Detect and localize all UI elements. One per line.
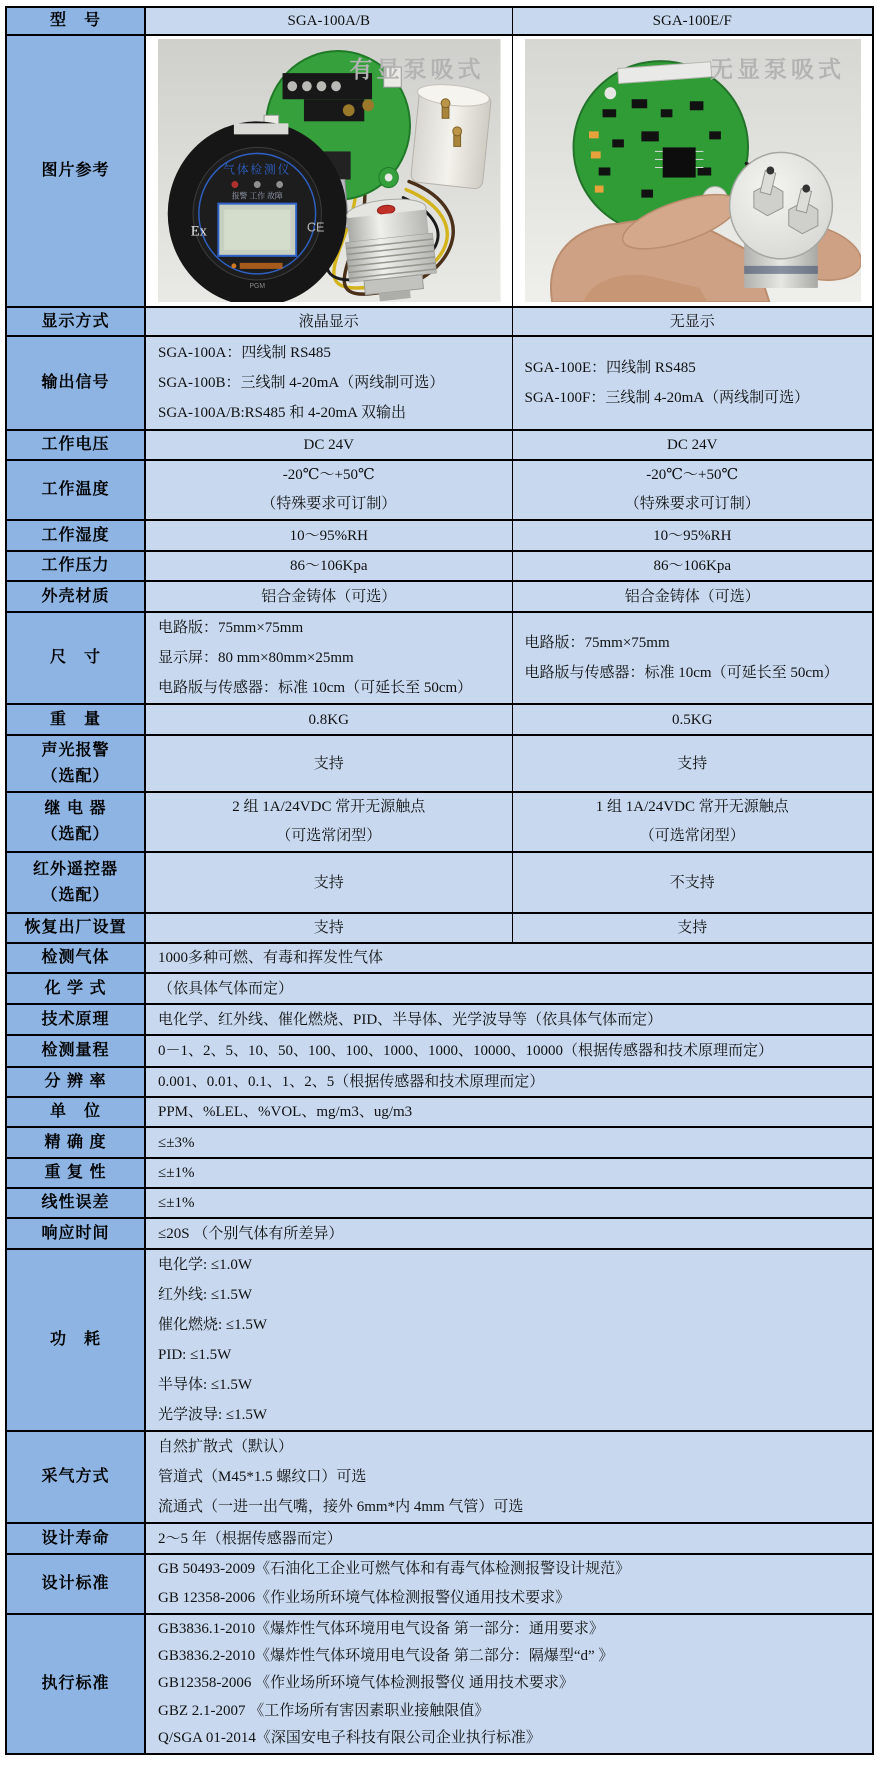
accuracy-value: ≤±3% (145, 1127, 873, 1158)
row-temperature (6, 460, 873, 520)
remote-label-line: 红外遥控器 (32, 860, 118, 878)
output-row-label: 输出信号 (6, 336, 145, 430)
output-ef-line: SGA-100F：三线制 4-20mA（两线制可选） (524, 390, 810, 406)
resolution-row-label: 分 辨 率 (6, 1067, 145, 1097)
sampling-value (145, 1431, 873, 1523)
display-ab: 液晶显示 (145, 307, 512, 336)
relay-label-line: （选配） (41, 826, 110, 843)
row-weight (6, 704, 873, 735)
principle-row-label: 技术原理 (6, 1004, 145, 1035)
remote-label-line: （选配） (41, 886, 110, 904)
row-display (6, 307, 873, 336)
principle-value: 电化学、红外线、催化燃烧、PID、半导体、光学波导等（依具体气体而定） (145, 1004, 873, 1035)
exec-standard-line: GBZ 2.1-2007 《工作场所有害因素职业接触限值》 (158, 1702, 490, 1719)
weight-row-label: 重 量 (6, 704, 145, 735)
alarm-ab: 支持 (145, 735, 512, 792)
exec-standards-row-label: 执行标准 (6, 1614, 145, 1754)
power-line: 半导体: ≤1.5W (158, 1377, 253, 1393)
range-row-label: 检测量程 (6, 1035, 145, 1067)
lifespan-row-label: 设计寿命 (6, 1523, 145, 1554)
display-row-label: 显示方式 (6, 307, 145, 336)
alarm-ef: 支持 (512, 735, 873, 792)
temperature-row-label: 工作温度 (6, 460, 145, 520)
sampling-row-label: 采气方式 (6, 1431, 145, 1523)
linearity-row-label: 线性误差 (6, 1188, 145, 1218)
voltage-row-label: 工作电压 (6, 430, 145, 460)
factory-reset-ef: 支持 (512, 913, 873, 943)
row-exec-standards (6, 1614, 873, 1754)
row-relay (6, 792, 873, 852)
relay-ab-line: （可选常闭型） (276, 828, 382, 844)
row-resolution (6, 1067, 873, 1097)
temperature-ab (145, 460, 512, 520)
display-gauge (168, 121, 347, 302)
display-ef: 无显示 (512, 307, 873, 336)
humidity-ef: 10～95%RH (512, 520, 873, 551)
row-model (6, 7, 873, 35)
sensor-cylinder (729, 152, 832, 288)
output-ab-line: SGA-100A/B:RS485 和 4-20mA 双输出 (158, 405, 406, 421)
temperature-ef-line: （特殊要求可订制） (624, 496, 760, 512)
voltage-ef: DC 24V (512, 430, 873, 460)
design-standard-line: GB 50493-2009《石油化工企业可燃气体和有毒气体检测报警设计规范》 (158, 1561, 631, 1577)
resolution-value: 0.001、0.01、0.1、1、2、5（根据传感器和技术原理而定） (145, 1067, 873, 1097)
relay-ab-line: 2 组 1A/24VDC 常开无源触点 (232, 799, 426, 815)
output-ab-line: SGA-100B：三线制 4-20mA（两线制可选） (158, 375, 445, 391)
dimensions-ab-line: 电路版：75mm×75mm (158, 620, 304, 636)
humidity-ab: 10～95%RH (145, 520, 512, 551)
sampling-line: 流通式（一进一出气嘴，接外 6mm*内 4mm 气管）可选 (158, 1499, 524, 1515)
relay-ef-line: 1 组 1A/24VDC 常开无源触点 (595, 799, 789, 815)
row-voltage (6, 430, 873, 460)
remote-ab: 支持 (145, 852, 512, 913)
row-pressure (6, 551, 873, 581)
relay-row-label (6, 792, 145, 852)
exec-standard-line: GB3836.1-2010《爆炸性气体环境用电气设备 第一部分：通用要求》 (158, 1620, 604, 1637)
sampling-line: 自然扩散式（默认） (158, 1439, 294, 1455)
row-response (6, 1218, 873, 1249)
exec-standard-line: GB3836.2-2010《爆炸性气体环境用电气设备 第二部分：隔爆型“d” 》 (158, 1648, 614, 1665)
range-value: 0－1、2、5、10、50、100、100、1000、1000、10000、10000（根据传感器和技术原理而定） (145, 1035, 873, 1067)
pressure-ab: 86～106Kpa (145, 551, 512, 581)
factory-reset-row-label: 恢复出厂设置 (6, 913, 145, 943)
power-line: 光学波导: ≤1.5W (158, 1407, 268, 1423)
device-led-labels: 报警 工作 故障 (231, 191, 283, 201)
alarm-row-label (6, 735, 145, 792)
product-photo-cell-ef (512, 35, 873, 307)
row-sampling (6, 1431, 873, 1523)
output-ab-line: SGA-100A：四线制 RS485 (158, 345, 331, 361)
housing-row-label: 外壳材质 (6, 581, 145, 612)
temperature-ab-line: （特殊要求可订制） (261, 496, 397, 512)
power-value (145, 1249, 873, 1431)
row-unit (6, 1097, 873, 1127)
sampling-line: 管道式（M45*1.5 螺纹口）可选 (158, 1469, 367, 1485)
power-line: 催化燃烧: ≤1.5W (158, 1317, 268, 1333)
weight-ab: 0.8KG (145, 704, 512, 735)
humidity-row-label: 工作湿度 (6, 520, 145, 551)
relay-ef-line: （可选常闭型） (639, 828, 745, 844)
spec-table (5, 6, 874, 1755)
dimensions-ab-line: 电路版与传感器：标准 10cm（可延长至 50cm） (158, 680, 473, 696)
power-line: PID: ≤1.5W (158, 1347, 232, 1363)
row-factory-reset (6, 913, 873, 943)
dimensions-row-label: 尺 寸 (6, 612, 145, 704)
repeatability-row-label: 重 复 性 (6, 1158, 145, 1188)
dimensions-ef (512, 612, 873, 704)
watermark-ab: 有显泵吸式 (349, 56, 485, 82)
relay-ef (512, 792, 873, 852)
power-line: 红外线: ≤1.5W (158, 1287, 253, 1303)
housing-ef: 铝合金铸体（可选） (512, 581, 873, 612)
row-formula (6, 973, 873, 1004)
output-ef (512, 336, 873, 430)
accuracy-row-label: 精 确 度 (6, 1127, 145, 1158)
exec-standards-value (145, 1614, 873, 1754)
repeatability-value: ≤±1% (145, 1158, 873, 1188)
row-power (6, 1249, 873, 1431)
temperature-ab-line: -20℃～+50℃ (282, 467, 375, 483)
remote-row-label (6, 852, 145, 913)
dimensions-ef-line: 电路版与传感器：标准 10cm（可延长至 50cm） (524, 665, 839, 681)
temperature-ef-line: -20℃～+50℃ (646, 467, 739, 483)
row-principle (6, 1004, 873, 1035)
row-output-signal (6, 336, 873, 430)
dimensions-ab-line: 显示屏：80 mm×80mm×25mm (158, 650, 354, 666)
product-photo-ab (158, 39, 501, 302)
exec-standard-line: GB12358-2006 《作业场所环境气体检测报警仪 通用技术要求》 (158, 1675, 574, 1692)
linearity-value: ≤±1% (145, 1188, 873, 1218)
gases-row-label: 检测气体 (6, 943, 145, 973)
row-housing (6, 581, 873, 612)
device-ce-mark: CE (306, 219, 325, 235)
row-linearity (6, 1188, 873, 1218)
relay-label-line: 继 电 器 (44, 800, 107, 817)
row-lifespan (6, 1523, 873, 1554)
response-row-label: 响应时间 (6, 1218, 145, 1249)
row-design-standards (6, 1554, 873, 1614)
row-accuracy (6, 1127, 873, 1158)
factory-reset-ab: 支持 (145, 913, 512, 943)
response-value: ≤20S （个别气体有所差异） (145, 1218, 873, 1249)
row-repeatability (6, 1158, 873, 1188)
device-ex-mark: Ex (190, 223, 207, 240)
unit-row-label: 单 位 (6, 1097, 145, 1127)
row-range (6, 1035, 873, 1067)
row-humidity (6, 520, 873, 551)
row-alarm (6, 735, 873, 792)
row-gases (6, 943, 873, 973)
dimensions-ef-line: 电路版：75mm×75mm (524, 635, 670, 651)
lifespan-value: 2～5 年（根据传感器而定） (145, 1523, 873, 1554)
watermark-ef: 无显泵吸式 (710, 56, 845, 82)
output-ef-line: SGA-100E：四线制 RS485 (524, 360, 696, 376)
device-pgm-label: PGM (249, 282, 265, 290)
alarm-label-line: （选配） (41, 767, 110, 785)
power-line: 电化学: ≤1.0W (158, 1257, 253, 1273)
design-standard-line: GB 12358-2006《作业场所环境气体检测报警仪通用技术要求》 (158, 1590, 571, 1606)
model-row-label: 型 号 (6, 7, 145, 35)
pump-canister (410, 81, 491, 189)
gases-value: 1000多种可燃、有毒和挥发性气体 (145, 943, 873, 973)
temperature-ef (512, 460, 873, 520)
exec-standard-line: Q/SGA 01-2014《深国安电子科技有限公司企业执行标准》 (158, 1729, 541, 1746)
output-ab (145, 336, 512, 430)
weight-ef: 0.5KG (512, 704, 873, 735)
remote-ef: 不支持 (512, 852, 873, 913)
model-name-ab: SGA-100A/B (145, 7, 512, 35)
design-standards-row-label: 设计标准 (6, 1554, 145, 1614)
row-dimensions (6, 612, 873, 704)
formula-value: （依具体气体而定） (145, 973, 873, 1004)
row-photo (6, 35, 873, 307)
alarm-label-line: 声光报警 (41, 741, 110, 759)
unit-value: PPM、%LEL、%VOL、mg/m3、ug/m3 (145, 1097, 873, 1127)
voltage-ab: DC 24V (145, 430, 512, 460)
design-standards-value (145, 1554, 873, 1614)
product-photo-ef (525, 39, 862, 302)
power-row-label: 功 耗 (6, 1249, 145, 1431)
formula-row-label: 化 学 式 (6, 973, 145, 1004)
pressure-row-label: 工作压力 (6, 551, 145, 581)
housing-ab: 铝合金铸体（可选） (145, 581, 512, 612)
relay-ab (145, 792, 512, 852)
model-name-ef: SGA-100E/F (512, 7, 873, 35)
device-title-text: 气体检测仪 (223, 162, 292, 177)
row-remote (6, 852, 873, 913)
dimensions-ab (145, 612, 512, 704)
product-photo-cell-ab (145, 35, 512, 307)
pressure-ef: 86～106Kpa (512, 551, 873, 581)
photo-row-label: 图片参考 (6, 35, 145, 307)
